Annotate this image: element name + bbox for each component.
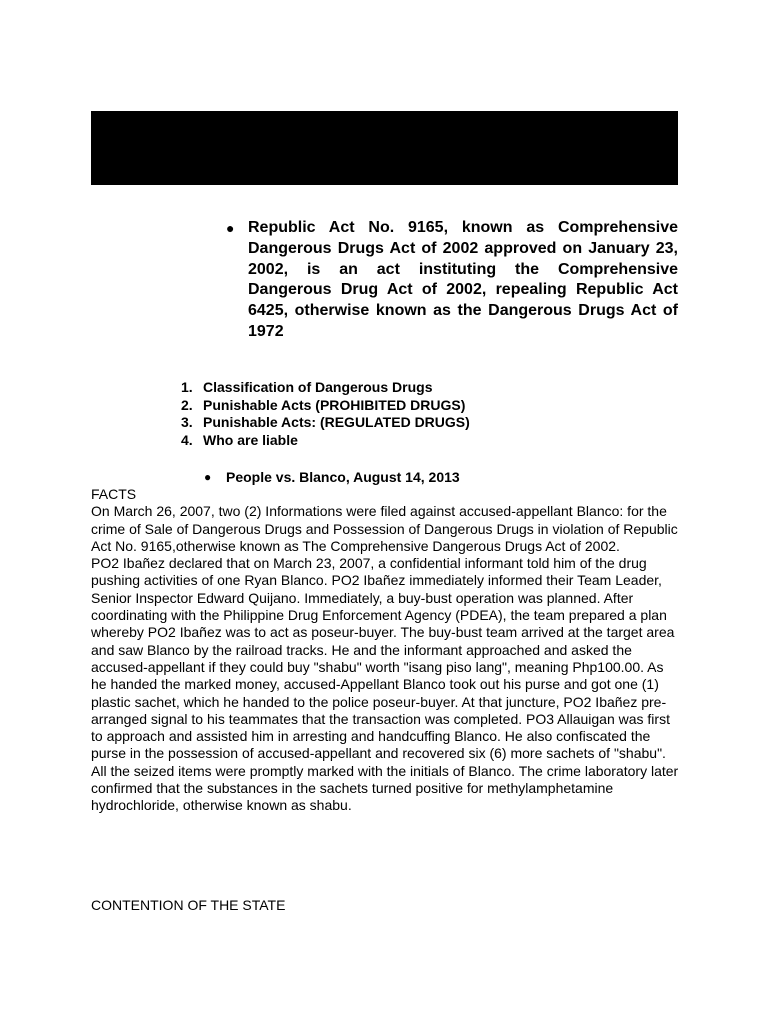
bullet-marker: ●: [204, 470, 212, 484]
list-item: [181, 414, 470, 432]
list-number: 1.: [181, 379, 193, 395]
case-title: People vs. Blanco, August 14, 2013: [226, 469, 460, 485]
facts-heading: FACTS: [91, 486, 137, 502]
facts-paragraph: PO2 Ibañez declared that on March 23, 2007, a confidential informant told him of the drug pushing activities of one Ryan Blanco. PO2 Ibañez immediately informed their Team Leader, Senior Inspector Edward Quijano. Immediately, a buy-bust operation was planned. After coordinating with the Philippine Drug Enforcement Agency (PDEA), the team prepared a plan whereby PO2 Ibañez was to act as poseur-buyer. The buy-bust team arrived at the target area and saw Blanco by the railroad tracks. He and the informant approached and asked the accused-appellant if they could buy "shabu" worth "isang piso lang", meaning Php100.00. As he handed the marked money, accused-Appellant Blanco took out his purse and got one (1) plastic sachet, which he handed to the police poseur-buyer. At that juncture, PO2 Ibañez pre-arranged signal to his teammates that the transaction was completed. PO3 Allauigan was first to approach and assisted him in arresting and handcuffing Blanco. He also confiscated the purse in the possession of accused-appellant and recovered six (6) more sachets of "shabu". All the seized items were promptly marked with the initials of Blanco. The crime laboratory later confirmed that the substances in the sachets turned positive for methylamphetamine hydrochloride, otherwise known as shabu.: [91, 555, 679, 814]
list-item: [181, 379, 470, 397]
list-item: [181, 397, 470, 415]
list-item-text: Who are liable: [203, 432, 298, 449]
case-title-bullet: [204, 468, 460, 486]
list-item-text: Classification of Dangerous Drugs: [203, 379, 433, 395]
list-item-text: Punishable Acts: (REGULATED DRUGS): [203, 414, 470, 431]
main-bullet-text: Republic Act No. 9165, known as Comprehensive Dangerous Drugs Act of 2002 approved on January 23, 2002, is an act instituting the Comprehensive Dangerous Drug Act of 2002, repealing Republic Act 6425, otherwise known as the Dangerous Drugs Act of 1972: [248, 219, 678, 340]
bullet-marker: ●: [226, 220, 235, 236]
topics-list: [181, 379, 470, 450]
contention-heading: CONTENTION OF THE STATE: [91, 897, 286, 913]
facts-paragraph: On March 26, 2007, two (2) Informations were filed against accused-appellant Blanco: for the crime of Sale of Dangerous Drugs and Possession of Dangerous Drugs in violation of Republic Act No. 9165,otherwise known as The Comprehensive Dangerous Drugs Act of 2002.: [91, 503, 678, 554]
list-item: [181, 432, 470, 450]
main-bullet: [226, 218, 678, 343]
redacted-header-bar: [91, 111, 678, 185]
facts-section: [91, 486, 681, 815]
list-item-text: Punishable Acts (PROHIBITED DRUGS): [203, 396, 466, 413]
list-number: 4.: [181, 432, 193, 449]
list-number: 3.: [181, 414, 193, 431]
list-number: 2.: [181, 396, 193, 413]
